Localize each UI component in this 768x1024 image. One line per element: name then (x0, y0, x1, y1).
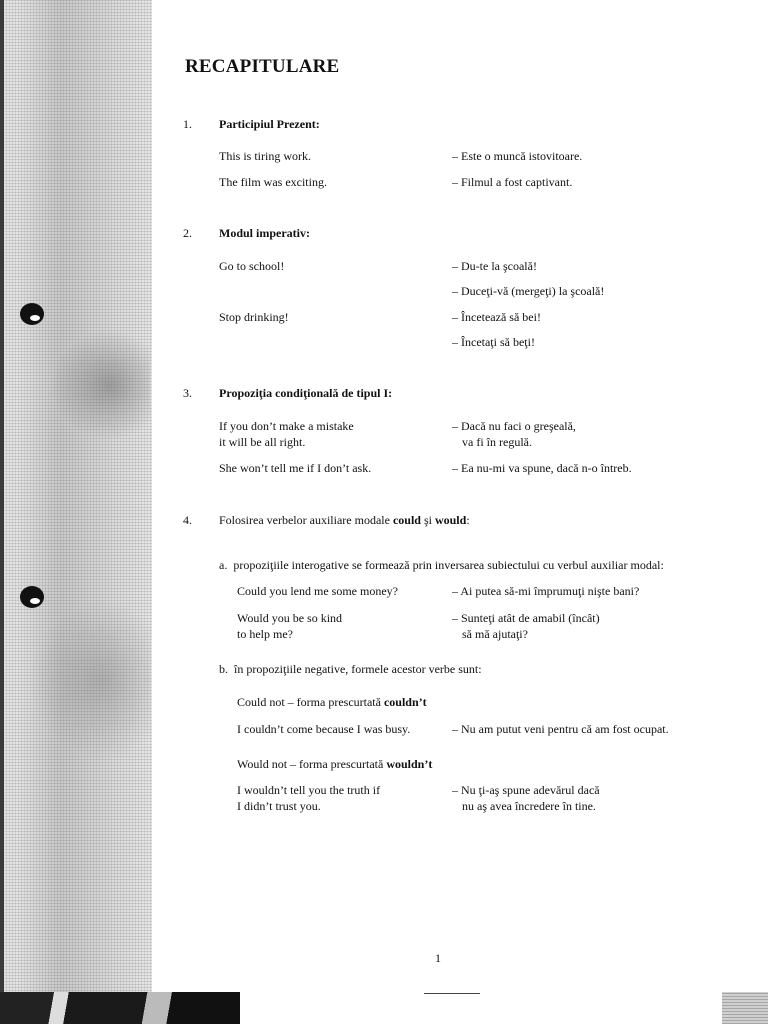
english-sentence (219, 419, 354, 450)
romanian-translation: – Nu am putut veni pentru că am fost ocupat. (452, 722, 669, 736)
line: I didn’t trust you. (237, 798, 321, 813)
english-sentence: This is tiring work. (219, 149, 311, 163)
line: – Nu ţi-aş spune adevărul dacă (452, 783, 600, 797)
line: va fi în regulă. (462, 434, 532, 449)
english-sentence: Go to school! (219, 259, 285, 273)
english-sentence: I couldn’t come because I was busy. (237, 722, 411, 736)
page-title: RECAPITULARE (185, 56, 340, 77)
subsection-text: propoziţiile interogative se formează prin inversarea subiectului cu verbul auxiliar modal: (233, 558, 664, 572)
line: If you don’t make a mistake (219, 419, 354, 433)
romanian-translation: – Ea nu-mi va spune, dacă n-o întreb. (452, 461, 632, 475)
line: to help me? (237, 626, 293, 641)
section-heading: Modul imperativ: (219, 226, 310, 240)
subsection-a (219, 558, 664, 573)
line: it will be all right. (219, 434, 306, 449)
section-heading: Propoziţia condiţională de tipul I: (219, 386, 393, 400)
romanian-translation (452, 611, 600, 642)
romanian-translation: – Du-te la şcoală! (452, 259, 537, 273)
subsection-label: b. (219, 662, 228, 676)
short-form-text: Could not – forma prescurtată (237, 695, 384, 709)
line: Would you be so kind (237, 611, 343, 625)
line: – Dacă nu faci o greşeală, (452, 419, 576, 433)
romanian-translation (452, 419, 576, 450)
section-number: 4. (183, 513, 192, 527)
subsection-text: în propoziţiile negative, formele acestor verbe sunt: (234, 662, 482, 676)
english-sentence: Could you lend me some money? (237, 584, 398, 598)
romanian-translation: – Încetaţi să beţi! (452, 335, 535, 349)
line: nu aş avea încredere în tine. (462, 798, 596, 813)
short-form-text: Would not – forma prescurtată (237, 757, 387, 771)
subsection-b (219, 662, 482, 677)
romanian-translation: – Este o muncă istovitoare. (452, 149, 583, 163)
romanian-translation: – Ai putea să-mi împrumuţi nişte bani? (452, 584, 640, 598)
intro-text: şi (420, 513, 435, 527)
section-heading: Participiul Prezent: (219, 117, 320, 131)
intro-text: : (466, 513, 470, 527)
section-number: 3. (183, 386, 192, 400)
line: I wouldn’t tell you the truth if (237, 783, 381, 797)
romanian-translation: – Filmul a fost captivant. (452, 175, 573, 189)
english-sentence (237, 611, 342, 642)
english-sentence: The film was exciting. (219, 175, 327, 189)
english-sentence: She won’t tell me if I don’t ask. (219, 461, 372, 475)
keyword-could: could (392, 513, 421, 527)
romanian-translation: – Încetează să bei! (452, 310, 541, 324)
short-form-keyword: wouldn’t (386, 757, 433, 771)
short-form-could (237, 695, 427, 710)
page-number: 1 (435, 951, 441, 965)
short-form-would (237, 757, 432, 772)
section-number: 2. (183, 226, 192, 240)
keyword-would: would (434, 513, 467, 527)
romanian-translation (452, 783, 600, 814)
english-sentence: Stop drinking! (219, 310, 289, 324)
english-sentence (237, 783, 380, 814)
subsection-label: a. (219, 558, 228, 572)
short-form-keyword: couldn’t (383, 695, 427, 709)
section-number: 1. (183, 117, 192, 131)
romanian-translation: – Duceţi-vă (mergeţi) la şcoală! (452, 284, 605, 298)
section-intro (219, 513, 470, 528)
line: – Sunteţi atât de amabil (încât) (452, 611, 600, 625)
intro-text: Folosirea verbelor auxiliare modale (219, 513, 393, 527)
line: să mă ajutaţi? (462, 626, 528, 641)
